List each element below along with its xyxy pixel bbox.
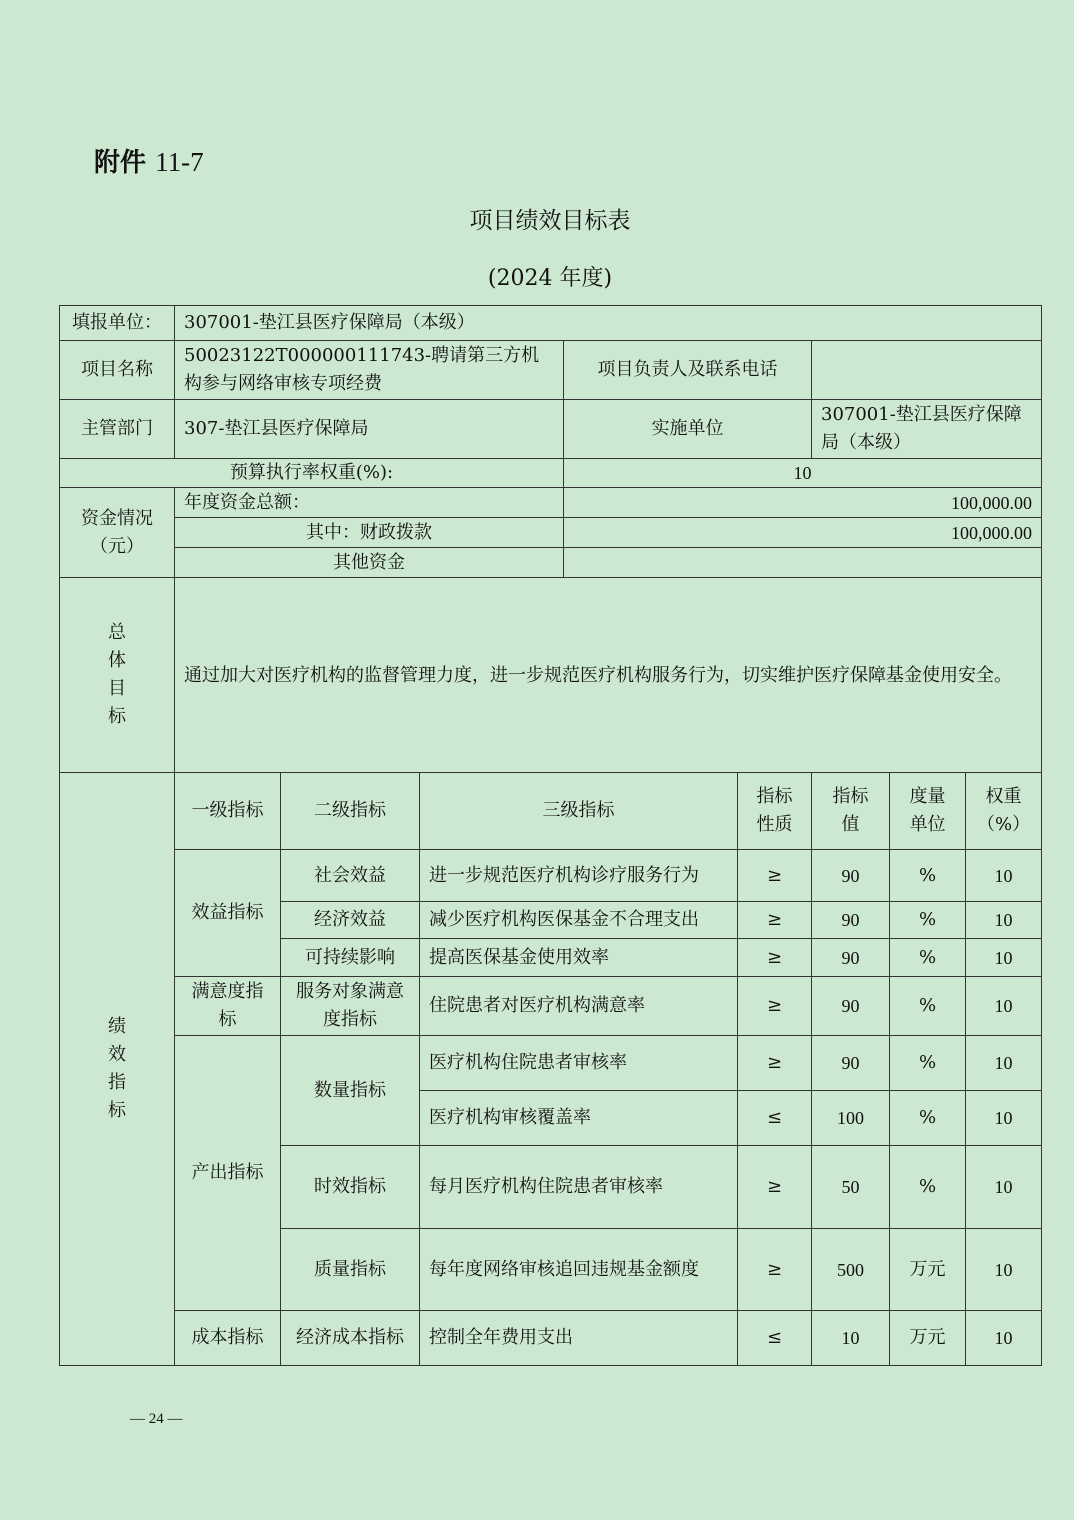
indicator-weight: 10 xyxy=(966,977,1042,1036)
indicator-level3: 减少医疗机构医保基金不合理支出 xyxy=(420,902,738,939)
indicator-value: 50 xyxy=(812,1146,890,1229)
indicator-nature: ≥ xyxy=(738,850,812,902)
indicator-level3: 医疗机构审核覆盖率 xyxy=(420,1091,738,1146)
header-weight-line1: 权重 xyxy=(985,786,1022,807)
indicator-level3: 每月医疗机构住院患者审核率 xyxy=(420,1146,738,1229)
header-level2: 二级指标 xyxy=(281,773,420,850)
project-contact-label: 项目负责人及联系电话 xyxy=(564,341,812,400)
indicator-header-row xyxy=(60,773,1042,850)
indicator-unit: % xyxy=(890,1146,966,1229)
fiscal-label: 其中：财政拨款 xyxy=(175,518,564,548)
impl-unit-label: 实施单位 xyxy=(564,400,812,459)
indicator-unit: % xyxy=(890,902,966,939)
page-subtitle: (2024 年度) xyxy=(487,266,613,291)
fiscal-value: 100,000.00 xyxy=(564,518,1042,548)
indicator-unit: % xyxy=(890,1091,966,1146)
indicator-row xyxy=(60,977,1042,1036)
header-unit-line2: 单位 xyxy=(909,814,946,835)
indicator-value: 90 xyxy=(812,850,890,902)
impl-unit-value: 307001-垫江县医疗保障局（本级） xyxy=(812,400,1042,459)
indicator-value: 10 xyxy=(812,1311,890,1366)
project-name-row xyxy=(60,341,1042,400)
other-label: 其他资金 xyxy=(175,548,564,578)
header-weight-line2: （%） xyxy=(976,814,1031,835)
group-cost: 成本指标 xyxy=(175,1311,281,1366)
performance-target-table xyxy=(59,305,1042,1366)
header-value-line2: 值 xyxy=(841,814,860,835)
indicator-label-char: 绩 xyxy=(108,1016,126,1037)
page-number: — 24 — xyxy=(130,1411,183,1427)
header-nature-line2: 性质 xyxy=(756,814,793,835)
indicator-unit: 万元 xyxy=(890,1311,966,1366)
indicator-level3: 进一步规范医疗机构诊疗服务行为 xyxy=(420,850,738,902)
indicator-label-char: 指 xyxy=(108,1072,126,1093)
indicator-level2: 经济成本指标 xyxy=(281,1311,420,1366)
department-label: 主管部门 xyxy=(60,400,175,459)
goal-label-char: 总 xyxy=(108,622,126,643)
funds-total-row xyxy=(60,488,1042,518)
funds-label-line1: 资金情况 xyxy=(81,507,153,529)
group-output: 产出指标 xyxy=(175,1036,281,1311)
indicator-level3: 每年度网络审核追回违规基金额度 xyxy=(420,1229,738,1311)
indicator-value: 90 xyxy=(812,902,890,939)
header-value xyxy=(812,773,890,850)
reporting-unit-value: 307001-垫江县医疗保障局（本级） xyxy=(175,306,1042,341)
indicator-weight: 10 xyxy=(966,1311,1042,1366)
attachment-label: 附件 xyxy=(94,148,147,178)
indicator-unit: 万元 xyxy=(890,1229,966,1311)
indicator-value: 90 xyxy=(812,1036,890,1091)
budget-weight-value: 10 xyxy=(564,459,1042,488)
other-value xyxy=(564,548,1042,578)
department-value: 307-垫江县医疗保障局 xyxy=(175,400,564,459)
project-contact-value xyxy=(812,341,1042,400)
header-unit-line1: 度量 xyxy=(909,786,946,807)
indicator-unit: % xyxy=(890,977,966,1036)
indicator-unit: % xyxy=(890,939,966,977)
header-nature-line1: 指标 xyxy=(756,786,793,807)
indicator-weight: 10 xyxy=(966,1146,1042,1229)
funds-other-row xyxy=(60,548,1042,578)
indicator-weight: 10 xyxy=(966,850,1042,902)
indicator-nature: ≥ xyxy=(738,939,812,977)
indicator-label-char: 标 xyxy=(108,1100,126,1121)
indicator-level2: 数量指标 xyxy=(281,1036,420,1146)
header-weight xyxy=(966,773,1042,850)
indicator-label-char: 效 xyxy=(108,1044,126,1065)
project-name-label: 项目名称 xyxy=(60,341,175,400)
indicator-level3: 住院患者对医疗机构满意率 xyxy=(420,977,738,1036)
header-value-line1: 指标 xyxy=(832,786,869,807)
header-level1: 一级指标 xyxy=(175,773,281,850)
indicator-weight: 10 xyxy=(966,1091,1042,1146)
reporting-unit-label: 填报单位： xyxy=(60,306,175,341)
project-name-value: 50023122T000000111743-聘请第三方机构参与网络审核专项经费 xyxy=(175,341,564,400)
overall-goal-row xyxy=(60,578,1042,773)
indicator-weight: 10 xyxy=(966,902,1042,939)
indicator-value: 90 xyxy=(812,939,890,977)
indicator-row xyxy=(60,850,1042,902)
attachment-heading xyxy=(94,142,204,179)
indicator-nature: ≥ xyxy=(738,1229,812,1311)
indicator-level2: 服务对象满意度指标 xyxy=(281,977,420,1036)
group-satisfaction: 满意度指标 xyxy=(175,977,281,1036)
indicator-value: 100 xyxy=(812,1091,890,1146)
header-unit xyxy=(890,773,966,850)
indicator-level3: 提高医保基金使用效率 xyxy=(420,939,738,977)
goal-label-char: 体 xyxy=(108,650,126,671)
page-title: 项目绩效目标表 xyxy=(469,208,631,234)
indicator-level3: 控制全年费用支出 xyxy=(420,1311,738,1366)
budget-weight-label: 预算执行率权重(%): xyxy=(60,459,564,488)
indicator-nature: ≥ xyxy=(738,1146,812,1229)
goal-label-char: 目 xyxy=(108,678,126,699)
indicator-weight: 10 xyxy=(966,939,1042,977)
indicator-weight: 10 xyxy=(966,1036,1042,1091)
indicator-level2: 可持续影响 xyxy=(281,939,420,977)
indicator-level2: 社会效益 xyxy=(281,850,420,902)
funds-fiscal-row xyxy=(60,518,1042,548)
indicator-level2: 质量指标 xyxy=(281,1229,420,1311)
indicator-level2: 时效指标 xyxy=(281,1146,420,1229)
indicator-value: 500 xyxy=(812,1229,890,1311)
indicator-nature: ≤ xyxy=(738,1091,812,1146)
overall-goal-text: 通过加大对医疗机构的监督管理力度，进一步规范医疗机构服务行为，切实维护医疗保障基金使用安全。 xyxy=(175,578,1042,773)
header-level3: 三级指标 xyxy=(420,773,738,850)
indicator-unit: % xyxy=(890,850,966,902)
annual-total-label: 年度资金总额： xyxy=(175,488,564,518)
annual-total-value: 100,000.00 xyxy=(564,488,1042,518)
indicator-level2: 经济效益 xyxy=(281,902,420,939)
indicator-unit: % xyxy=(890,1036,966,1091)
indicator-nature: ≥ xyxy=(738,902,812,939)
indicator-row xyxy=(60,1311,1042,1366)
indicator-section-label xyxy=(60,773,175,1366)
indicator-value: 90 xyxy=(812,977,890,1036)
overall-goal-label xyxy=(60,578,175,773)
goal-label-char: 标 xyxy=(108,706,126,727)
indicator-nature: ≥ xyxy=(738,1036,812,1091)
indicator-nature: ≤ xyxy=(738,1311,812,1366)
indicator-nature: ≥ xyxy=(738,977,812,1036)
group-benefit: 效益指标 xyxy=(175,850,281,977)
header-nature xyxy=(738,773,812,850)
department-row xyxy=(60,400,1042,459)
budget-weight-row xyxy=(60,459,1042,488)
indicator-weight: 10 xyxy=(966,1229,1042,1311)
reporting-unit-row xyxy=(60,306,1042,341)
funds-label xyxy=(60,488,175,578)
indicator-row xyxy=(60,1036,1042,1091)
indicator-level3: 医疗机构住院患者审核率 xyxy=(420,1036,738,1091)
funds-label-line2: （元） xyxy=(90,535,144,557)
attachment-number: 11-7 xyxy=(155,147,204,177)
